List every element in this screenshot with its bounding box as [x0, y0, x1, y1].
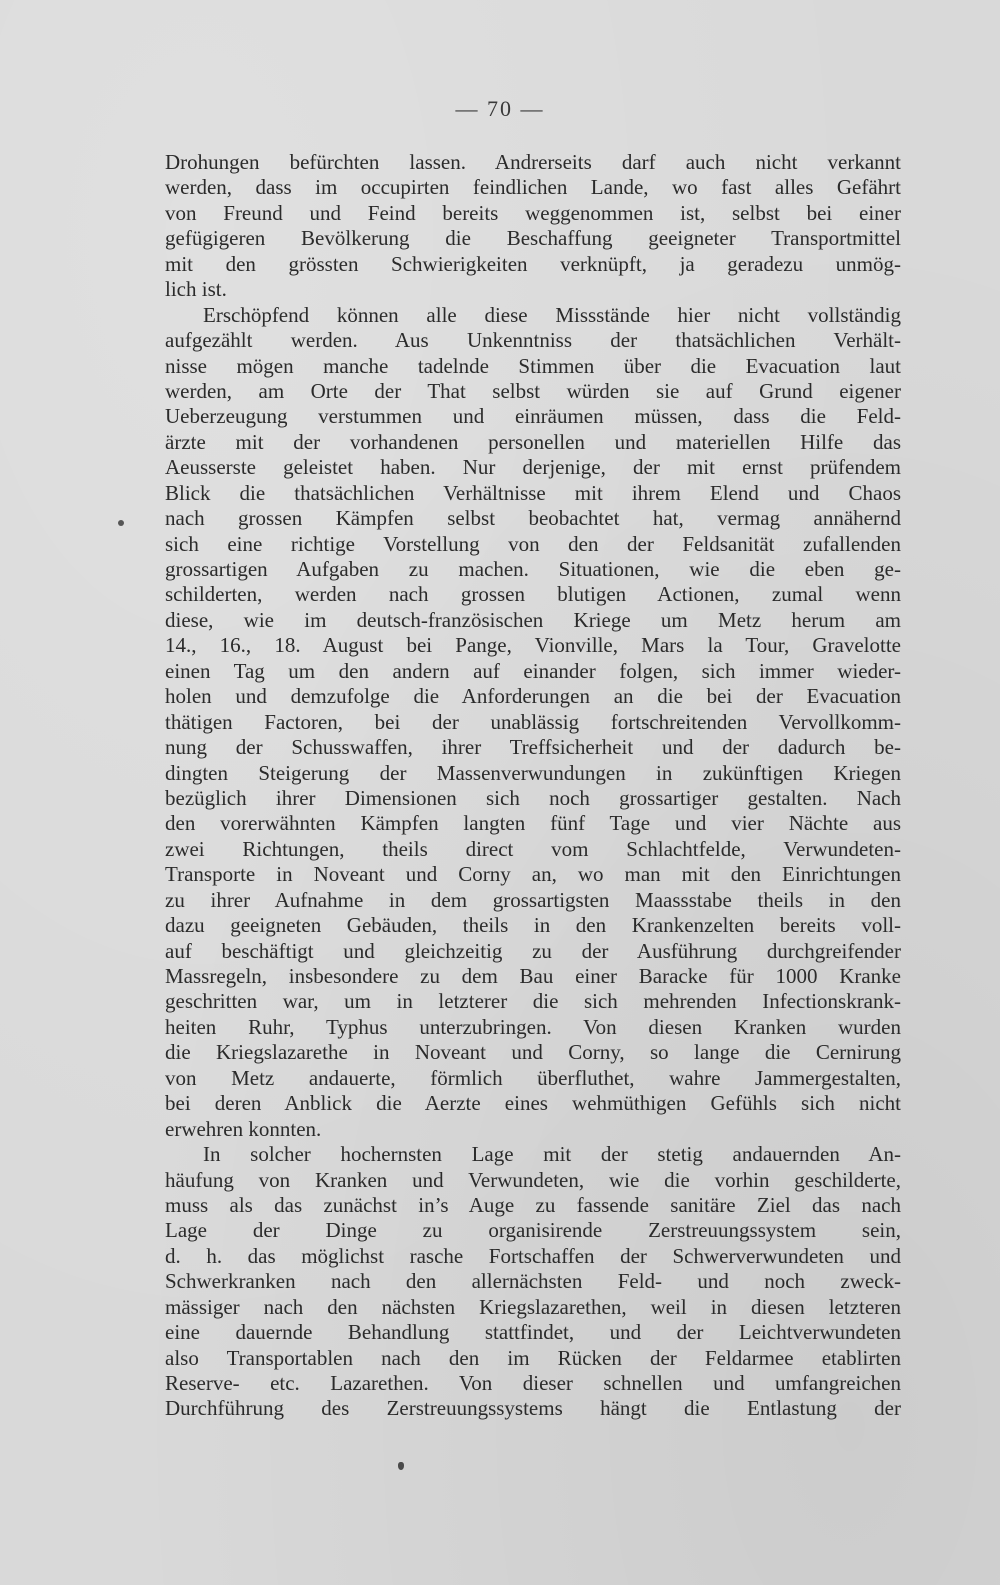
text-line: ärzte mit der vorhandenen personellen und materiellen Hilfe das	[165, 429, 901, 454]
text-line: Schwerkranken nach den allernächsten Feld- und noch zweck-	[165, 1269, 901, 1294]
text-line: Aeusserste geleistet haben. Nur derjenige, der mit ernst prüfendem	[165, 455, 901, 480]
text-line: Reserve- etc. Lazarethen. Von dieser schnellen und umfangreichen	[165, 1371, 901, 1395]
text-line: aufgezählt werden. Aus Unkenntniss der thatsächlichen Verhält-	[165, 328, 901, 353]
text-line: Massregeln, insbesondere zu dem Bau einer Baracke für 1000 Kranke	[165, 964, 901, 988]
margin-ink-spot	[118, 520, 124, 526]
text-line: d. h. das möglichst rasche Fortschaffen der Schwerverwundeten und	[165, 1243, 901, 1268]
text-line: nisse mögen manche tadelnde Stimmen über die Evacuation laut	[165, 353, 901, 378]
text-line: muss als das zunächst in’s Auge zu fassende sanitäre Ziel das nach	[165, 1192, 901, 1217]
text-line: also Transportablen nach den im Rücken der Feldarmee etablirten	[165, 1345, 901, 1370]
page-number: — 70 —	[455, 96, 545, 121]
text-line: Ueberzeugung verstummen und einräumen müssen, dass die Feld-	[165, 404, 901, 429]
text-line: Drohungen befürchten lassen. Andrerseits darf auch nicht verkannt	[165, 150, 901, 174]
text-line: Blick die thatsächlichen Verhältnisse mit ihrem Elend und Chaos	[165, 480, 901, 505]
text-line: erwehren konnten.	[165, 1116, 322, 1141]
text-line: zu ihrer Aufnahme in dem grossartigsten Maassstabe theils in den	[165, 887, 901, 912]
text-line: bei deren Anblick die Aerzte eines wehmüthigen Gefühls sich nicht	[165, 1091, 901, 1116]
text-line: sich eine richtige Vorstellung von den der Feldsanität zufallenden	[165, 531, 901, 556]
text-line: werden, am Orte der That selbst würden sie auf Grund eigener	[165, 378, 901, 403]
text-line: Durchführung des Zerstreuungssystems hängt die Entlastung der	[165, 1396, 901, 1421]
text-line: schilderten, werden nach grossen blutigen Actionen, zumal wenn	[165, 582, 901, 607]
text-line: den vorerwähnten Kämpfen langten fünf Tage und vier Nächte aus	[165, 811, 901, 836]
text-line: thätigen Factoren, bei der unablässig fortschreitenden Vervollkomm-	[165, 709, 901, 734]
text-line: nung der Schusswaffen, ihrer Treffsicherheit und der dadurch be-	[165, 735, 901, 760]
text-line: Erschöpfend können alle diese Missstände hier nicht vollständig	[203, 302, 901, 327]
text-line: geschritten war, um in letzterer die sich mehrenden Infectionskrank-	[165, 989, 901, 1014]
text-line: von Freund und Feind bereits weggenommen ist, selbst bei einer	[165, 200, 901, 225]
text-line: häufung von Kranken und Verwundeten, wie die vorhin geschilderte,	[165, 1167, 901, 1192]
text-line: von Metz andauerte, förmlich überfluthet, wahre Jammergestalten,	[165, 1065, 901, 1090]
text-line: nach grossen Kämpfen selbst beobachtet hat, vermag annähernd	[165, 506, 901, 531]
body-text	[165, 150, 901, 1422]
text-line: holen und demzufolge die Anforderungen an die bei der Evacuation	[165, 684, 901, 709]
bottom-ink-mark	[398, 1462, 404, 1470]
text-line: dingten Steigerung der Massenverwundungen in zukünftigen Kriegen	[165, 760, 901, 785]
text-line: zwei Richtungen, theils direct vom Schlachtfelde, Verwundeten-	[165, 836, 901, 861]
text-line: eine dauernde Behandlung stattfindet, und der Leichtverwundeten	[165, 1320, 901, 1345]
text-line: 14., 16., 18. August bei Pange, Vionville, Mars la Tour, Gravelotte	[165, 633, 901, 658]
text-line: grossartigen Aufgaben zu machen. Situationen, wie die eben ge-	[165, 557, 901, 581]
text-line: die Kriegslazarethe in Noveant und Corny, so lange die Cernirung	[165, 1040, 901, 1065]
text-line: werden, dass im occupirten feindlichen Lande, wo fast alles Gefährt	[165, 175, 901, 200]
text-line: gefügigeren Bevölkerung die Beschaffung geeigneter Transportmittel	[165, 226, 901, 251]
text-line: bezüglich ihrer Dimensionen sich noch grossartiger gestalten. Nach	[165, 785, 901, 810]
text-line: In solcher hochernsten Lage mit der stetig andauernden An-	[203, 1142, 901, 1167]
text-line: Lage der Dinge zu organisirende Zerstreuungssystem sein,	[165, 1218, 901, 1243]
text-line: heiten Ruhr, Typhus unterzubringen. Von diesen Kranken wurden	[165, 1014, 901, 1039]
text-line: einen Tag um den andern auf einander folgen, sich immer wieder-	[165, 658, 901, 683]
text-line: lich ist.	[165, 277, 227, 302]
text-line: diese, wie im deutsch-französischen Kriege um Metz herum am	[165, 607, 901, 632]
text-line: mit den grössten Schwierigkeiten verknüpft, ja geradezu unmög-	[165, 251, 901, 276]
text-line: Transporte in Noveant und Corny an, wo man mit den Einrichtungen	[165, 862, 901, 887]
text-line: mässiger nach den nächsten Kriegslazarethen, weil in diesen letzteren	[165, 1294, 901, 1319]
text-line: dazu geeigneten Gebäuden, theils in den Krankenzelten bereits voll-	[165, 913, 901, 938]
text-line: auf beschäftigt und gleichzeitig zu der Ausführung durchgreifender	[165, 938, 901, 963]
